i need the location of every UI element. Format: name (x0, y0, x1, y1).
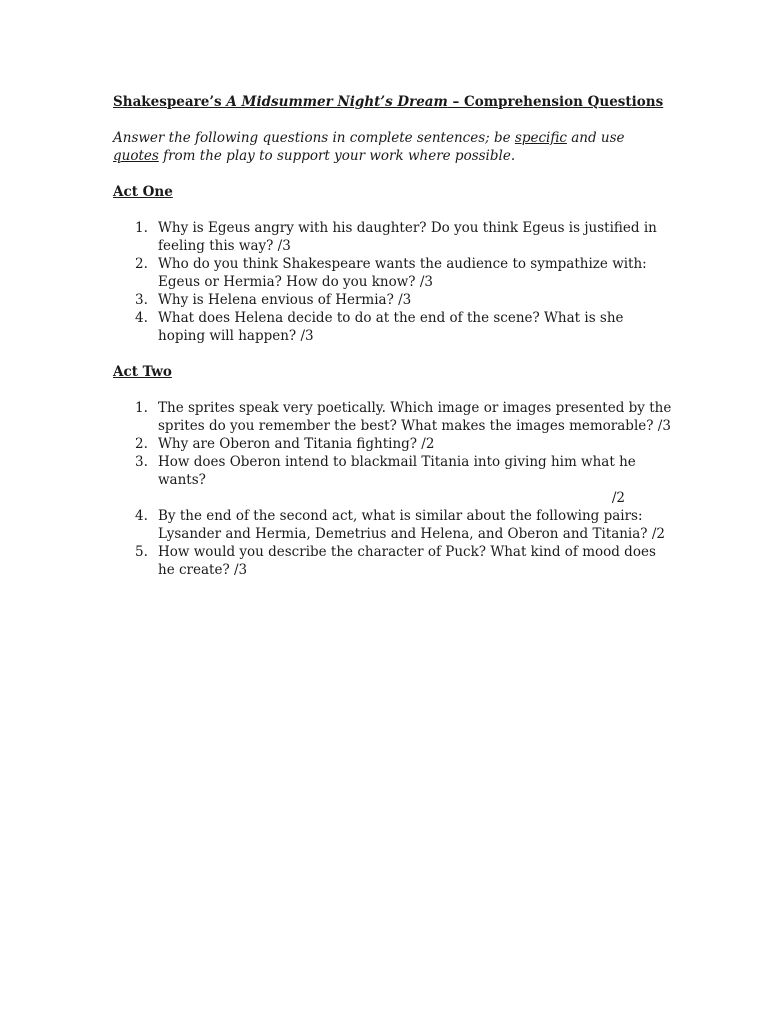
question-number: 4. (135, 508, 148, 524)
instructions (113, 129, 673, 165)
title-prefix: Shakespeare’s (113, 94, 227, 110)
instructions-part3: from the play to support your work where possible. (158, 148, 516, 164)
question-item (113, 453, 673, 507)
title-play-name: A Midsummer Night’s Dream (226, 94, 448, 110)
question-text: The sprites speak very poetically. Which image or images presented by the sprites do you remember the best? What makes the images memorable? /3 (158, 400, 672, 434)
section-heading-act-two: Act Two (113, 364, 172, 380)
instructions-part2: and use (566, 130, 625, 146)
question-list-act-two (113, 399, 673, 579)
question-number: 5. (135, 544, 148, 560)
document-content (113, 93, 673, 579)
question-number: 3. (135, 454, 148, 470)
question-item (113, 219, 673, 255)
question-text: How would you describe the character of Puck? What kind of mood does he create? /3 (158, 544, 656, 578)
question-number: 1. (135, 400, 148, 416)
document-title (113, 93, 673, 111)
question-item (113, 399, 673, 435)
section-heading-act-one: Act One (113, 184, 173, 200)
instructions-part1: Answer the following questions in complete sentences; be (113, 130, 515, 146)
instructions-quotes: quotes (113, 148, 159, 164)
question-item (113, 507, 673, 543)
question-text: By the end of the second act, what is similar about the following pairs: Lysander and Hermia, Demetrius and Helena, and Oberon and Titania? /2 (158, 508, 665, 542)
question-number: 2. (135, 436, 148, 452)
question-item (113, 309, 673, 345)
question-item (113, 255, 673, 291)
question-text: What does Helena decide to do at the end of the scene? What is she hoping will happen? /3 (158, 310, 624, 344)
question-item (113, 543, 673, 579)
question-mark: /2 (611, 490, 625, 506)
question-text: How does Oberon intend to blackmail Titania into giving him what he wants? (158, 454, 636, 488)
instructions-specific: specific (514, 130, 567, 146)
question-item (113, 291, 673, 309)
question-text: Why are Oberon and Titania fighting? /2 (158, 436, 435, 452)
question-item (113, 435, 673, 453)
question-number: 2. (135, 256, 148, 272)
question-list-act-one (113, 219, 673, 345)
title-suffix: – Comprehension Questions (447, 94, 664, 110)
question-number: 4. (135, 310, 148, 326)
question-text: Why is Helena envious of Hermia? /3 (158, 292, 412, 308)
question-number: 1. (135, 220, 148, 236)
question-number: 3. (135, 292, 148, 308)
question-text: Why is Egeus angry with his daughter? Do you think Egeus is justified in feeling this way? /3 (158, 220, 657, 254)
question-text: Who do you think Shakespeare wants the audience to sympathize with: Egeus or Hermia? How do you know? /3 (158, 256, 647, 290)
